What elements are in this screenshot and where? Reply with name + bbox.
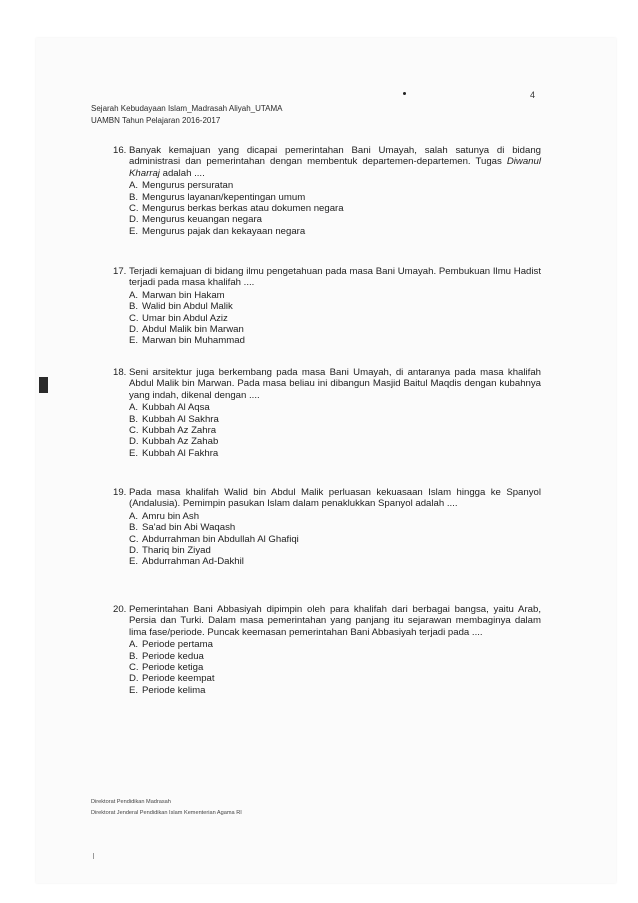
- option-list: [113, 402, 541, 459]
- question-stem: [113, 266, 541, 289]
- option-c: [129, 313, 541, 324]
- option-letter: D.: [129, 673, 139, 685]
- option-letter: C.: [129, 312, 139, 324]
- option-text: Kubbah Al Aqsa: [142, 402, 210, 414]
- option-a: [129, 639, 541, 650]
- stem-text: Pada masa khalifah Walid bin Abdul Malik perluasan kekuasaan Islam hingga ke Spanyol (Andalusia). Pemimpin pasukan Islam dalam penaklukkan Spanyol adalah ....: [129, 487, 541, 510]
- option-letter: D.: [129, 545, 139, 557]
- option-letter: E.: [129, 684, 139, 696]
- option-list: [113, 639, 541, 696]
- option-letter: A.: [129, 402, 139, 414]
- stem-text: Banyak kemajuan yang dicapai pemerintahan Bani Umayah, salah satunya di bidang administrasi dan pemerintahan dengan membentuk departemen-departemen. Tugas: [129, 145, 541, 168]
- option-text: Periode kedua: [142, 650, 204, 662]
- option-text: Abdurrahman Ad-Dakhil: [142, 556, 244, 568]
- option-b: [129, 414, 541, 425]
- question-number: 20.: [113, 604, 127, 615]
- question-19: [113, 487, 541, 568]
- option-d: [129, 324, 541, 335]
- option-c: [129, 425, 541, 436]
- option-d: [129, 673, 541, 684]
- option-letter: B.: [129, 191, 139, 203]
- option-e: [129, 448, 541, 459]
- option-text: Abdul Malik bin Marwan: [142, 324, 244, 336]
- option-e: [129, 226, 541, 237]
- option-b: [129, 192, 541, 203]
- option-letter: A.: [129, 510, 139, 522]
- option-c: [129, 662, 541, 673]
- question-20: [113, 604, 541, 696]
- option-letter: B.: [129, 413, 139, 425]
- header-exam: UAMBN Tahun Pelajaran 2016-2017: [91, 116, 221, 125]
- option-e: [129, 335, 541, 346]
- option-b: [129, 301, 541, 312]
- option-d: [129, 436, 541, 447]
- option-text: Kubbah Al Fakhra: [142, 447, 219, 459]
- option-d: [129, 214, 541, 225]
- option-letter: A.: [129, 289, 139, 301]
- option-e: [129, 556, 541, 567]
- option-letter: E.: [129, 335, 139, 347]
- question-stem: [113, 604, 541, 638]
- option-text: Marwan bin Muhammad: [142, 335, 245, 347]
- option-letter: D.: [129, 324, 139, 336]
- question-stem: [113, 367, 541, 401]
- option-letter: C.: [129, 203, 139, 215]
- question-16: [113, 145, 541, 237]
- option-text: Mengurus pajak dan kekayaan negara: [142, 225, 306, 237]
- document-header: [91, 103, 283, 127]
- option-text: Mengurus layanan/kepentingan umum: [142, 191, 306, 203]
- option-letter: E.: [129, 556, 139, 568]
- question-number: 18.: [113, 367, 127, 378]
- question-number: 19.: [113, 487, 127, 498]
- option-text: Sa'ad bin Abi Waqash: [142, 522, 236, 534]
- option-text: Mengurus berkas berkas atau dokumen negara: [142, 203, 344, 215]
- option-b: [129, 651, 541, 662]
- option-d: [129, 545, 541, 556]
- option-letter: B.: [129, 522, 139, 534]
- document-footer: [91, 797, 242, 819]
- option-letter: C.: [129, 662, 139, 674]
- stem-text: Seni arsitektur juga berkembang pada masa Bani Umayah, di antaranya pada masa khalifah Abdul Malik bin Marwan. Pada masa beliau ini dibangun Masjid Baitul Maqdis dengan kubahnya yang indah, dikenal dengan ....: [129, 367, 541, 401]
- option-a: [129, 290, 541, 301]
- option-a: [129, 511, 541, 522]
- option-text: Periode keempat: [142, 673, 215, 685]
- option-text: Periode ketiga: [142, 662, 204, 674]
- option-text: Kubbah Az Zahra: [142, 425, 217, 437]
- ink-dot: [403, 92, 406, 95]
- option-text: Umar bin Abdul Aziz: [142, 312, 228, 324]
- option-c: [129, 203, 541, 214]
- option-e: [129, 685, 541, 696]
- binder-tab-mark: [39, 377, 48, 393]
- option-text: Marwan bin Hakam: [142, 289, 225, 301]
- option-text: Abdurrahman bin Abdullah Al Ghafiqi: [142, 533, 299, 545]
- option-letter: C.: [129, 533, 139, 545]
- option-text: Walid bin Abdul Malik: [142, 301, 233, 313]
- option-text: Kubbah Al Sakhra: [142, 413, 219, 425]
- option-a: [129, 180, 541, 191]
- option-text: Amru bin Ash: [142, 510, 200, 522]
- option-letter: A.: [129, 639, 139, 651]
- option-text: Periode pertama: [142, 639, 213, 651]
- option-list: [113, 290, 541, 347]
- footer-line-2: Direktorat Jenderal Pendidikan Islam Kementerian Agama RI: [91, 810, 242, 816]
- question-stem: [113, 145, 541, 179]
- option-text: Kubbah Az Zahab: [142, 436, 219, 448]
- stem-text: Terjadi kemajuan di bidang ilmu pengetahuan pada masa Bani Umayah. Pembukuan Ilmu Hadist terjadi pada masa khalifah ....: [129, 266, 541, 289]
- scan-mark: [93, 853, 94, 859]
- stem-text: Pemerintahan Bani Abbasiyah dipimpin oleh para khalifah dari berbagai bangsa, yaitu Arab, Persia dan Turki. Dalam masa pemerintahan yang panjang itu sejarawan membaginya dalam lima fase/periode. Puncak keemasan pemerintahan Bani Abbasiyah terjadi pada ....: [129, 604, 541, 638]
- question-18: [113, 367, 541, 459]
- page-number: 4: [530, 90, 536, 100]
- option-text: Periode kelima: [142, 684, 206, 696]
- option-letter: A.: [129, 180, 139, 192]
- question-17: [113, 266, 541, 347]
- option-letter: D.: [129, 436, 139, 448]
- option-c: [129, 534, 541, 545]
- question-number: 16.: [113, 145, 127, 156]
- option-letter: B.: [129, 650, 139, 662]
- stem-italic-term: Diwanul Kharraj: [129, 156, 541, 179]
- option-b: [129, 522, 541, 533]
- option-letter: E.: [129, 225, 139, 237]
- option-text: Thariq bin Ziyad: [142, 545, 211, 557]
- option-list: [113, 511, 541, 568]
- option-letter: D.: [129, 214, 139, 226]
- option-letter: C.: [129, 425, 139, 437]
- stem-text-end: adalah ....: [159, 167, 205, 179]
- option-a: [129, 402, 541, 413]
- question-number: 17.: [113, 266, 127, 277]
- question-stem: [113, 487, 541, 510]
- footer-line-1: Direktorat Pendidikan Madrasah: [91, 799, 171, 805]
- option-letter: B.: [129, 301, 139, 313]
- option-list: [113, 180, 541, 237]
- option-letter: E.: [129, 447, 139, 459]
- option-text: Mengurus keuangan negara: [142, 214, 263, 226]
- header-subject: Sejarah Kebudayaan Islam_Madrasah Aliyah_UTAMA: [91, 104, 283, 113]
- option-text: Mengurus persuratan: [142, 180, 234, 192]
